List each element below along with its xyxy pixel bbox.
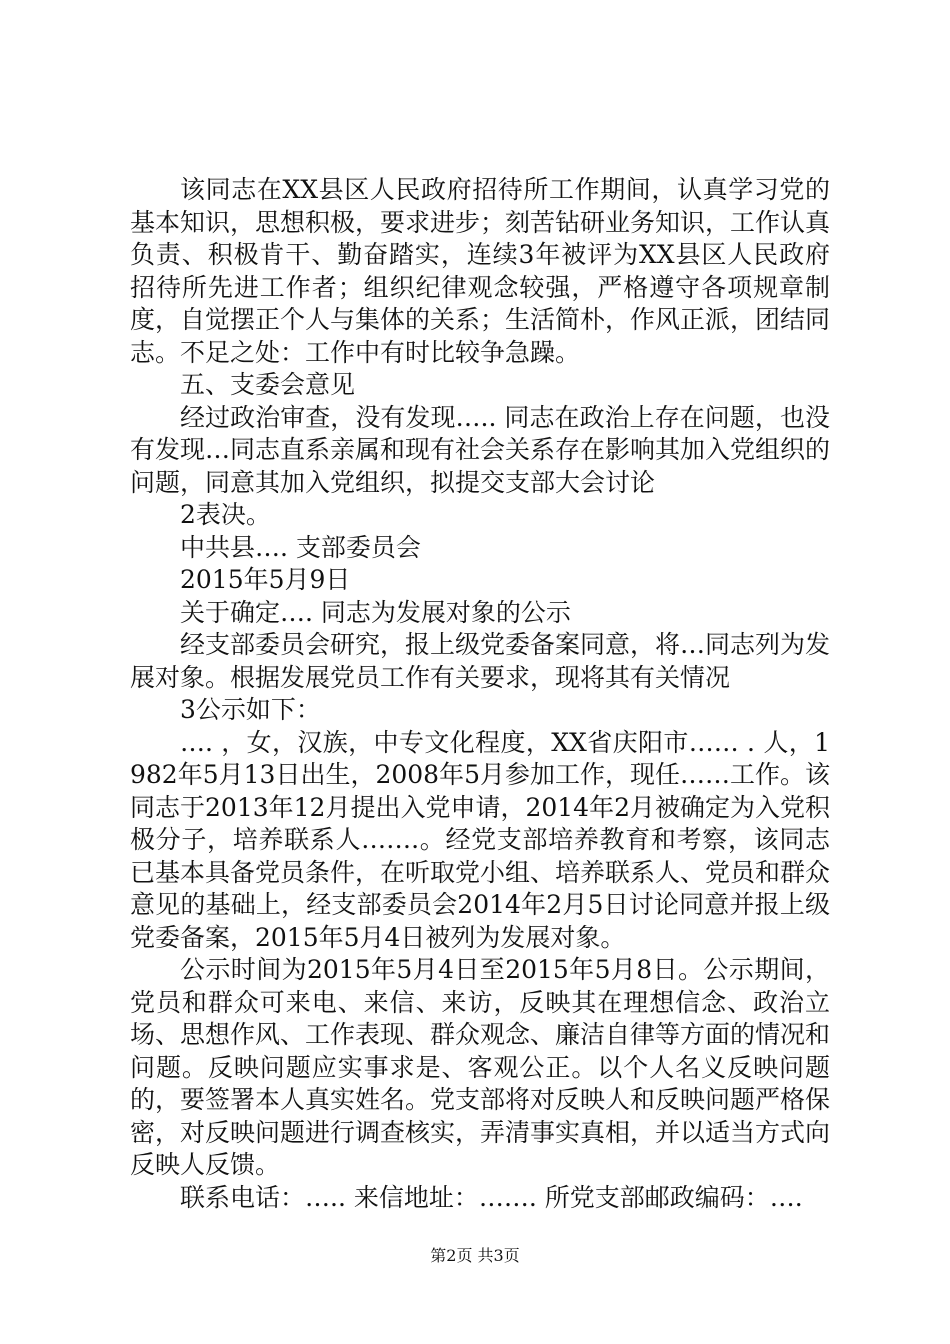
paragraph-notice-intro: 经支部委员会研究，报上级党委备案同意，将…同志列为发展对象。根据发展党员工作有关要求，现将其有关情况 bbox=[130, 630, 831, 692]
notice-title: 关于确定…. 同志为发展对象的公示 bbox=[180, 597, 571, 627]
page-indicator: 第2页 共3页 bbox=[430, 1246, 520, 1265]
paragraph-candidate-profile: …. ，女，汉族，中专文化程度，XX省庆阳市…… . 人，1982年5月13日出生，2008年5月参加工作，现任……工作。该同志于2013年12月提出入党申请，2014年2月被确定为入党积极分子，培养联系人…….。经党支部培养教育和考察，该同志已基本具备党员条件，在听取党小组、培养联系人、党员和群众意见的基础上，经支部委员会2014年2月5日讨论同意并报上级党委备案，2015年5月4日被列为发展对象。 bbox=[130, 727, 831, 952]
paragraph-evaluation: 该同志在XX县区人民政府招待所工作期间，认真学习党的基本知识，思想积极，要求进步；刻苦钻研业务知识，工作认真负责、积极肯干、勤奋踏实，连续3年被评为XX县区人民政府招待所先进工作者；组织纪律观念较强，严格遵守各项规章制度，自觉摆正个人与集体的关系；生活简朴，作风正派，团结同志。不足之处：工作中有时比较争急躁。 bbox=[130, 175, 831, 367]
signature-date: 2015年5月9日 bbox=[180, 565, 351, 594]
section-heading-committee-opinion: 五、支委会意见 bbox=[180, 370, 356, 399]
document-body bbox=[130, 174, 830, 1214]
paragraph-committee-opinion: 经过政治审查，没有发现….. 同志在政治上存在问题，也没有发现…同志直系亲属和现有社会关系存在影响其加入党组织的问题，同意其加入党组织，拟提交支部大会讨论 bbox=[130, 402, 831, 497]
paragraph-notice-as-follows: 3公示如下： bbox=[180, 695, 321, 724]
signature-committee: 中共县…. 支部委员会 bbox=[180, 532, 421, 562]
paragraph-vote: 2表决。 bbox=[180, 500, 271, 529]
paragraph-contact-info: 联系电话：….. 来信地址：……. 所党支部邮政编码：…. bbox=[180, 1182, 803, 1212]
paragraph-notice-period: 公示时间为2015年5月4日至2015年5月8日。公示期间，党员和群众可来电、来信、来访，反映其在理想信念、政治立场、思想作风、工作表现、群众观念、廉洁自律等方面的情况和问题。反映问题应实事求是、客观公正。以个人名义反映问题的，要签署本人真实姓名。党支部将对反映人和反映问题严格保密，对反映问题进行调查核实，弄清事实真相，并以适当方式向反映人反馈。 bbox=[130, 955, 831, 1179]
